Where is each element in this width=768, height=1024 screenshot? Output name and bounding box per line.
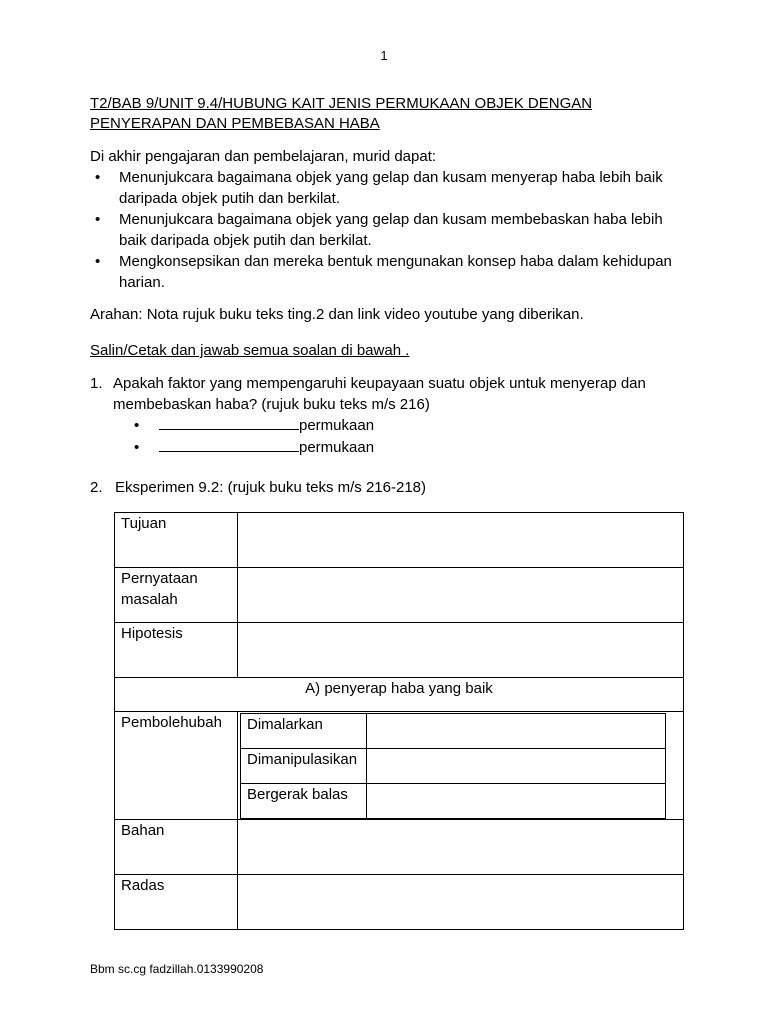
row-label-bahan: Bahan [115, 820, 238, 875]
page-title [90, 94, 650, 134]
table-row [115, 513, 684, 568]
blank-suffix: permukaan [299, 417, 375, 434]
variable-label: Dimanipulasikan [241, 749, 367, 784]
footer-text: Bbm sc.cg fadzillah.0133990208 [90, 962, 264, 976]
row-label-hipotesis: Hipotesis [115, 623, 238, 678]
page-number: 1 [380, 48, 388, 63]
task-instruction: Salin/Cetak dan jawab semua soalan di bawah . [90, 342, 410, 359]
question-text: Eksperimen 9.2: (rujuk buku teks m/s 216-218) [115, 479, 427, 496]
row-label-radas: Radas [115, 875, 238, 930]
question-1 [90, 374, 690, 456]
variable-answer-cell[interactable] [367, 784, 666, 819]
answer-cell-radas[interactable] [238, 875, 684, 930]
question-number: 2. [90, 479, 103, 496]
title-line-1: T2/BAB 9/UNIT 9.4/HUBUNG KAIT JENIS PERMUKAAN OBJEK DENGAN [90, 95, 593, 112]
table-row [115, 568, 684, 623]
answer-cell-bahan[interactable] [238, 820, 684, 875]
experiment-table [114, 512, 684, 930]
answer-blanks [113, 415, 374, 458]
variable-label: Dimalarkan [241, 714, 367, 749]
intro-text: Di akhir pengajaran dan pembelajaran, murid dapat: [90, 148, 437, 165]
question-number: 1. [90, 375, 103, 392]
question-2 [90, 479, 426, 496]
answer-cell-pernyataan[interactable] [238, 568, 684, 623]
variable-label: Bergerak balas [241, 784, 367, 819]
question-text: Apakah faktor yang mempengaruhi keupayaan suatu objek untuk menyerap dan membebaskan haba? (rujuk buku teks m/s 216) [113, 375, 646, 413]
objective-item: • Menunjukcara bagaimana objek yang gelap dan kusam menyerap haba lebih baik daripada objek putih dan berkilat. [90, 168, 690, 209]
answer-cell-tujuan[interactable] [238, 513, 684, 568]
table-row [115, 875, 684, 930]
answer-blank-item [113, 437, 374, 459]
table-row [115, 820, 684, 875]
title-line-2: PENYERAPAN DAN PEMBEBASAN HABA [90, 115, 380, 132]
variables-table [240, 713, 666, 819]
row-label-pembolehubah: Pembolehubah [115, 712, 238, 820]
row-label-pernyataan: Pernyataan masalah [115, 568, 238, 623]
answer-blank-line[interactable] [159, 415, 299, 430]
blank-suffix: permukaan [299, 438, 375, 456]
variable-answer-cell[interactable] [367, 714, 666, 749]
table-row [115, 623, 684, 678]
table-row [241, 714, 666, 749]
variables-cell [238, 712, 684, 820]
table-row [115, 678, 684, 712]
table-row [241, 784, 666, 819]
table-row [115, 712, 684, 820]
objectives-list [90, 168, 690, 294]
section-heading: A) penyerap haba yang baik [115, 678, 684, 712]
instruction-text: Arahan: Nota rujuk buku teks ting.2 dan link video youtube yang diberikan. [90, 306, 584, 323]
table-row [241, 749, 666, 784]
variable-answer-cell[interactable] [367, 749, 666, 784]
objective-item: • Menunjukcara bagaimana objek yang gelap dan kusam membebaskan haba lebih baik daripada objek putih dan berkilat. [90, 210, 690, 251]
objective-item: • Mengkonsepsikan dan mereka bentuk mengunakan konsep haba dalam kehidupan harian. [90, 252, 690, 293]
answer-cell-hipotesis[interactable] [238, 623, 684, 678]
answer-blank-line[interactable] [159, 437, 299, 452]
answer-blank-item [113, 415, 374, 437]
row-label-tujuan: Tujuan [115, 513, 238, 568]
